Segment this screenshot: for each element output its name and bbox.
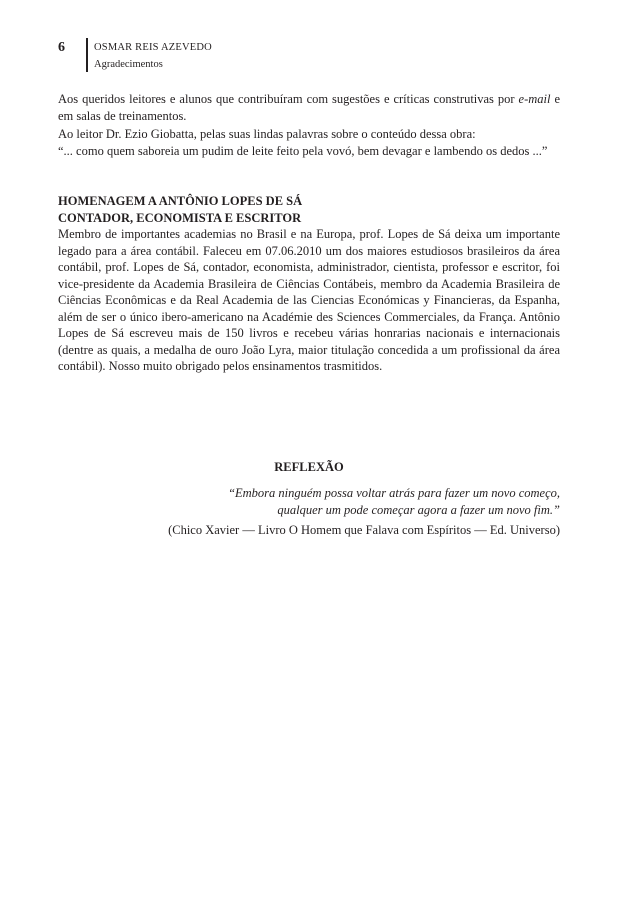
acknowledgement-readers-text: Aos queridos leitores e alunos que contribuíram com sugestões e críticas construtivas por — [58, 92, 519, 106]
tribute-heading-line2: CONTADOR, ECONOMISTA E ESCRITOR — [58, 210, 302, 225]
tribute-heading-line1: HOMENAGEM A ANTÔNIO LOPES DE SÁ — [58, 194, 303, 208]
tribute-heading — [58, 193, 560, 226]
header-section-title: Agradecimentos — [94, 59, 163, 70]
header-author: OSMAR REIS AZEVEDO — [94, 42, 212, 53]
acknowledgement-ezio — [58, 126, 560, 159]
acknowledgement-ezio-intro: Ao leitor Dr. Ezio Giobatta, pelas suas lindas palavras sobre o conteúdo dessa obra: — [58, 127, 476, 141]
header-divider — [86, 38, 88, 72]
reflection-quote-line2: qualquer um pode começar agora a fazer um novo fim.” — [277, 503, 560, 517]
acknowledgement-readers — [58, 91, 560, 124]
reflection-quote-line1: “Embora ninguém possa voltar atrás para fazer um novo começo, — [228, 486, 560, 500]
main-content — [58, 91, 560, 375]
email-emphasis: e-mail — [518, 92, 551, 106]
reflection-quote — [58, 485, 560, 519]
acknowledgement-readers-text-end: e em salas de treinamentos. — [58, 92, 560, 123]
reflection-heading: REFLEXÃO — [274, 460, 344, 474]
page-number: 6 — [58, 40, 65, 55]
acknowledgement-ezio-quote: “... como quem saboreia um pudim de leite feito pela vovó, bem devagar e lambendo os dedos ...” — [58, 143, 548, 158]
tribute-body: Membro de importantes academias no Brasil e na Europa, prof. Lopes de Sá deixa um importante legado para a área contábil. Faleceu em 07.06.2010 um dos maiores estudiosos brasileiros da área contábil, prof. Lopes de Sá, contador, economista, administrador, cientista, professor e escritor, foi vice-presidente da Academia Brasileira de Ciências Contábeis, membro da Academia Brasileira de Ciências Econômicas e da Real Academia de las Ciencias Económicas y Financieras, da Espanha, além de ser o único ibero-americano na Académie des Sciences Commerciales, da França. Antônio Lopes de Sá escreveu mais de 150 livros e recebeu várias honrarias nacionais e internacionais (dentre as quais, a medalha de ouro João Lyra, maior titulação concedida a um profissional da área contábil). Nosso muito obrigado pelos ensinamentos trasmitidos. — [58, 227, 560, 373]
reflection-citation: (Chico Xavier — Livro O Homem que Falava com Espíritos — Ed. Universo) — [168, 523, 560, 537]
